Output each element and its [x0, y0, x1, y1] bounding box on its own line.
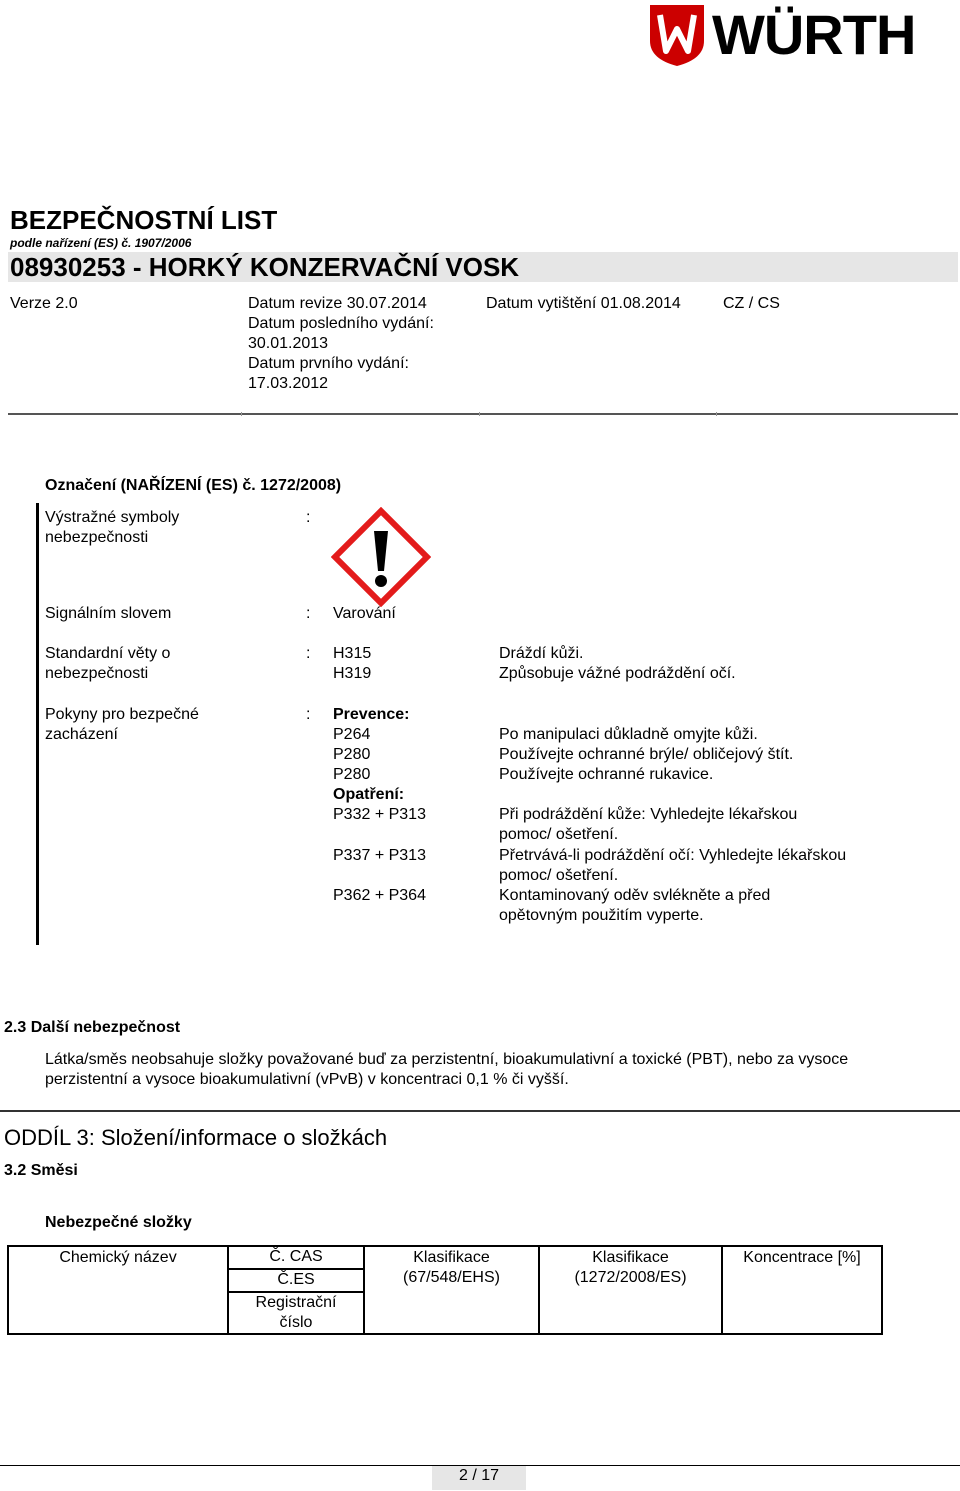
section-divider	[0, 1110, 960, 1112]
classification-new-line1: Klasifikace	[592, 1249, 669, 1266]
column-header-classification-1272-2008	[539, 1246, 722, 1334]
column-header-cas	[228, 1246, 364, 1269]
column-header-classification-67-548	[364, 1246, 539, 1334]
column-header-concentration-text: Koncentrace [%]	[743, 1249, 861, 1266]
labeling-heading: Označení (NAŘÍZENÍ (ES) č. 1272/2008)	[45, 477, 342, 494]
prevention-heading: Prevence:	[333, 706, 410, 723]
last-issue-date: 30.01.2013	[248, 335, 329, 352]
revision-date: Datum revize 30.07.2014	[248, 295, 427, 312]
prevention-text: Po manipulaci důkladně omyjte kůži.	[499, 726, 758, 743]
hazard-code: H319	[333, 665, 372, 682]
response-code: P362 + P364	[333, 887, 426, 904]
precaution-label-line2: zacházení	[45, 726, 118, 743]
precaution-colon: :	[306, 706, 311, 723]
hazard-text: Způsobuje vážné podráždění očí.	[499, 665, 736, 682]
symbols-colon: :	[306, 509, 311, 526]
wurth-logo-text: WÜRTH	[712, 3, 916, 66]
hazard-colon: :	[306, 645, 311, 662]
last-issue-label: Datum posledního vydání:	[248, 315, 434, 332]
print-date: Datum vytištění 01.08.2014	[486, 295, 681, 312]
classification-old-line2: (67/548/EHS)	[403, 1269, 500, 1286]
hazard-label: Standardní věty o	[45, 645, 171, 662]
header-column-tick	[716, 412, 717, 416]
column-header-registration-line1: Registrační	[255, 1294, 337, 1311]
response-text: Přetrvává-li podráždění očí: Vyhledejte lékařskou	[499, 847, 847, 864]
response-text: Kontaminovaný oděv svlékněte a před	[499, 887, 771, 904]
response-code: P332 + P313	[333, 806, 426, 823]
prevention-text: Používejte ochranné brýle/ obličejový štít.	[499, 746, 794, 763]
classification-new-line2: (1272/2008/ES)	[574, 1269, 687, 1286]
column-header-es	[228, 1269, 364, 1292]
precaution-label: Pokyny pro bezpečné	[45, 706, 199, 723]
response-text-line2: opětovným použitím vyperte.	[499, 907, 704, 924]
wurth-logo	[648, 2, 958, 68]
prevention-text: Používejte ochranné rukavice.	[499, 766, 714, 783]
signal-word-colon: :	[306, 605, 311, 622]
header-column-tick	[479, 412, 480, 416]
hazard-label-line2: nebezpečnosti	[45, 665, 149, 682]
column-header-cas-text: Č. CAS	[269, 1248, 323, 1265]
table-header-row	[8, 1246, 882, 1269]
version: Verze 2.0	[10, 295, 78, 312]
column-header-concentration	[722, 1246, 882, 1334]
subsection-title: 3.2 Směsi	[4, 1162, 78, 1179]
symbols-label: Výstražné symboly	[45, 509, 180, 526]
product-title: 08930253 - HORKÝ KONZERVAČNÍ VOSK	[10, 252, 520, 282]
hazardous-components-table	[7, 1245, 883, 1335]
prevention-code: P264	[333, 726, 371, 743]
section-vertical-bar	[36, 503, 39, 945]
response-code: P337 + P313	[333, 847, 426, 864]
column-header-es-text: Č.ES	[277, 1271, 315, 1288]
column-header-chemical-name	[8, 1246, 228, 1334]
other-hazards-text-line2: perzistentní a vysoce bioakumulativní (vPvB) v koncentraci 0,1 % či vyšší.	[45, 1071, 569, 1088]
column-header-registration-line2: číslo	[279, 1314, 313, 1331]
document-title: BEZPEČNOSTNÍ LIST	[10, 205, 278, 235]
symbols-label-line2: nebezpečnosti	[45, 529, 149, 546]
signal-word-label: Signálním slovem	[45, 605, 172, 622]
column-header-chemical-name-text: Chemický název	[59, 1249, 177, 1266]
locale: CZ / CS	[723, 295, 780, 312]
first-issue-date: 17.03.2012	[248, 375, 329, 392]
other-hazards-heading: 2.3 Další nebezpečnost	[4, 1019, 181, 1036]
page-number: 2 / 17	[458, 1467, 500, 1484]
first-issue-label: Datum prvního vydání:	[248, 355, 409, 372]
document-subtitle: podle nařízení (ES) č. 1907/2006	[10, 236, 192, 250]
hazard-code: H315	[333, 645, 372, 662]
wurth-logo-mark-icon	[648, 3, 706, 67]
response-heading: Opatření:	[333, 786, 405, 803]
prevention-code: P280	[333, 746, 371, 763]
prevention-code: P280	[333, 766, 371, 783]
column-header-registration	[228, 1292, 364, 1334]
classification-old-line1: Klasifikace	[413, 1249, 490, 1266]
other-hazards-text: Látka/směs neobsahuje složky považované buď za perzistentní, bioakumulativní a toxické (PBT), nebo za vysoce	[45, 1051, 849, 1068]
header-divider	[8, 413, 958, 415]
section-3-title: ODDÍL 3: Složení/informace o složkách	[4, 1125, 388, 1150]
signal-word: Varování	[333, 605, 396, 622]
response-text-line2: pomoc/ ošetření.	[499, 867, 619, 884]
header-column-tick	[241, 412, 242, 416]
exclamation-mark-ghs07-icon	[331, 507, 431, 607]
response-text-line2: pomoc/ ošetření.	[499, 826, 619, 843]
response-text: Při podráždění kůže: Vyhledejte lékařskou	[499, 806, 798, 823]
table-heading: Nebezpečné složky	[45, 1214, 192, 1231]
hazard-text: Dráždí kůži.	[499, 645, 584, 662]
